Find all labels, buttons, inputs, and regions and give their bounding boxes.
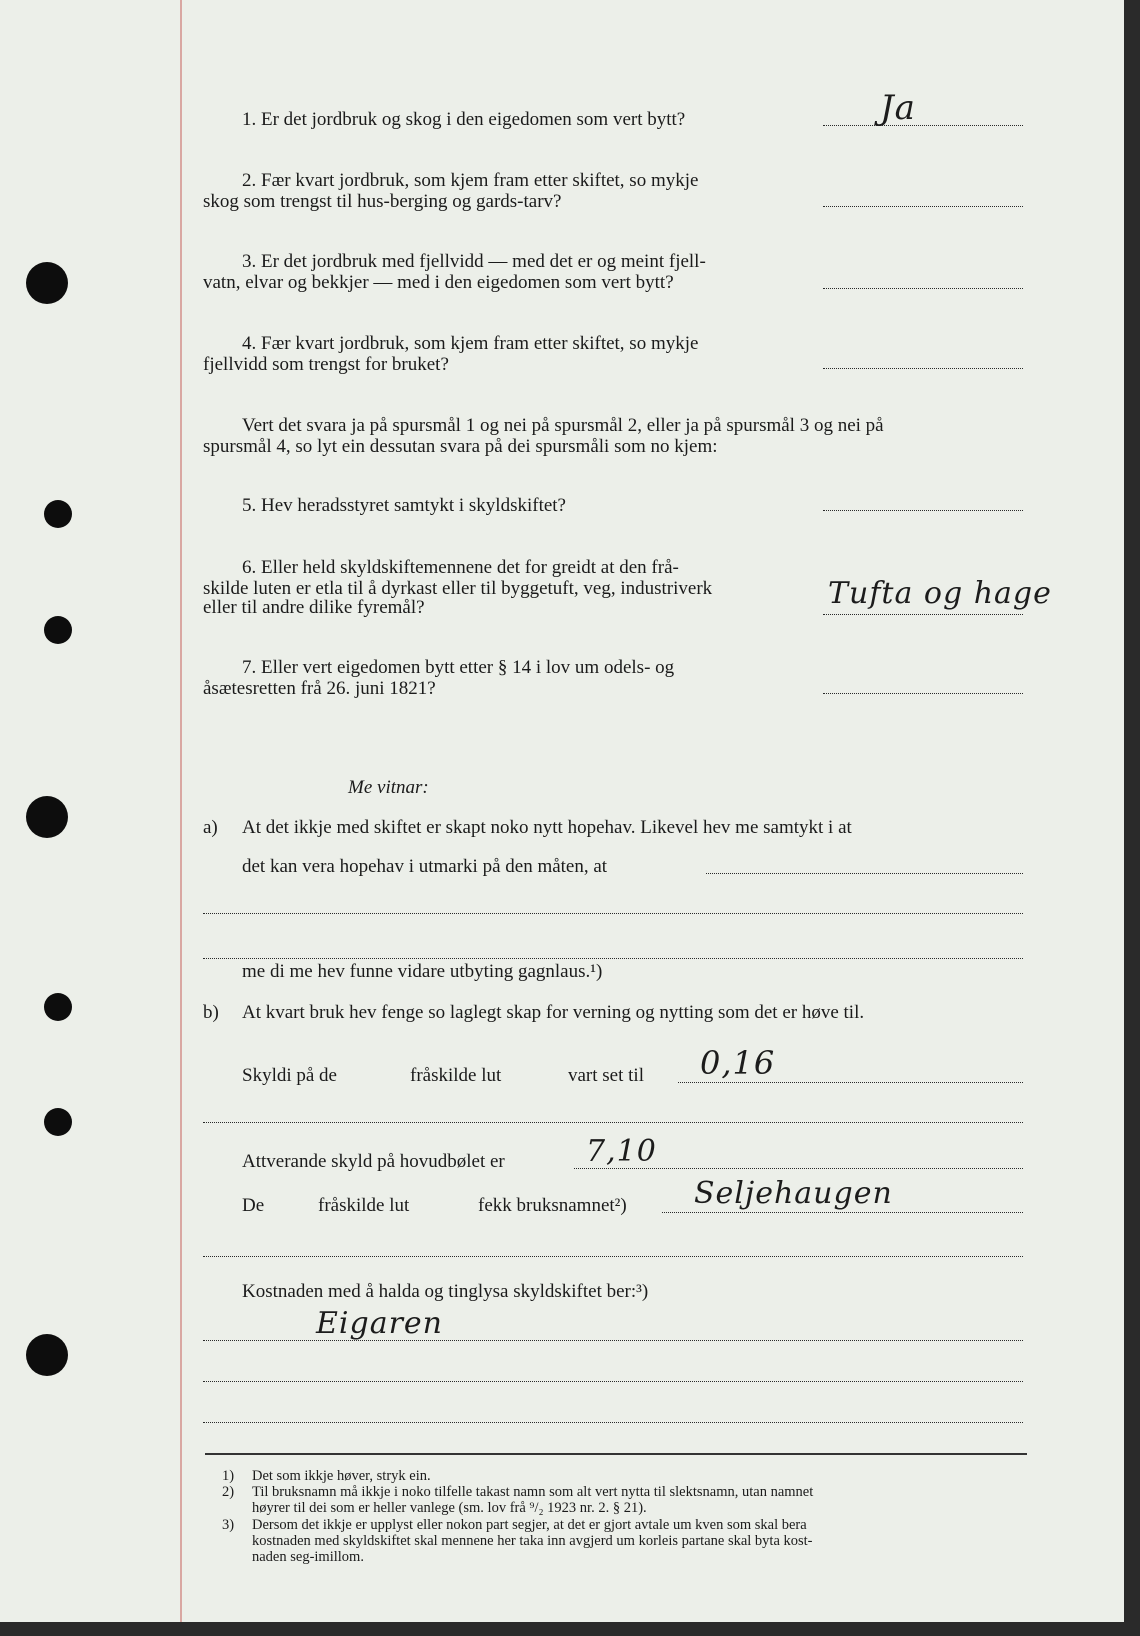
answer-line-4 [823,368,1023,369]
fill-line [203,1122,1023,1123]
punch-hole [44,1108,72,1136]
answer-1-handwritten: Ja [880,88,916,128]
question-2-cont: skog som trengst til hus-berging og gards-tarv? [203,191,562,212]
punch-hole [44,500,72,528]
fill-line [203,1422,1023,1423]
question-6: 6. Eller held skyldskiftemennene det for greidt at den frå- [242,557,679,578]
name-label-1: De [242,1195,265,1216]
punch-hole [26,1334,68,1376]
answer-line-3 [823,288,1023,289]
punch-hole [44,993,72,1021]
punch-hole [26,262,68,304]
skyld-line [678,1082,1023,1083]
item-b-text: At kvart bruk hev fenge so laglegt skap for verning og nytting som det er høve til. [242,1002,865,1023]
footnote-1: Det som ikkje høver, stryk ein. [252,1468,431,1484]
item-a-text: At det ikkje med skiftet er skapt noko nytt hopehav. Likevel hev me samtykt i at [242,817,852,838]
skyld-label-3: vart set til [568,1065,644,1086]
footnote-2: Til bruksnamn må ikkje i noko tilfelle takast namn som alt vert nytta til slektsnamn, utan namnet [252,1484,814,1500]
footnote-number: 2) [222,1484,235,1500]
answer-line-2 [823,206,1023,207]
question-3-cont: vatn, elvar og bekkjer — med i den eigedomen som vert bytt? [203,272,674,293]
attverande-value-handwritten: 7,10 [586,1134,657,1169]
item-a-text-end: me di me hev funne vidare utbyting gagnlaus.¹) [242,961,603,982]
question-6-cont: skilde luten er etla til å dyrkast eller til byggetuft, veg, industriverk [203,578,713,599]
skyld-value-handwritten: 0,16 [700,1044,776,1082]
attverande-label: Attverande skyld på hovudbølet er [242,1151,505,1172]
footnote-number: 3) [222,1517,235,1533]
question-4-cont: fjellvidd som trengst for bruket? [203,354,449,375]
skyld-label-2: fråskilde lut [410,1065,502,1086]
footnote-3: Dersom det ikkje er upplyst eller nokon part segjer, at det er gjort avtale um kven som skal bera [252,1517,807,1533]
question-7: 7. Eller vert eigedomen bytt etter § 14 i lov um odels- og [242,657,675,678]
witness-heading: Me vitnar: [348,777,429,798]
answer-line-5 [823,510,1023,511]
name-line [662,1212,1023,1213]
question-7-cont: åsætesretten frå 26. juni 1821? [203,678,436,699]
item-a-marker: a) [203,817,218,838]
answer-line-6 [823,614,1023,615]
instruction-text-cont: spursmål 4, so lyt ein dessutan svara på dei spursmåli som no kjem: [203,436,718,457]
kostnad-label: Kostnaden med å halda og tinglysa skyldskiftet ber:³) [242,1281,649,1302]
punch-hole [26,796,68,838]
name-value-handwritten: Seljehaugen [694,1176,893,1211]
question-5: 5. Hev heradsstyret samtykt i skyldskiftet? [242,495,566,516]
question-4: 4. Fær kvart jordbruk, som kjem fram etter skiftet, so mykje [242,333,699,354]
footnote-2-cont: høyrer til dei som er heller vanlege (sm. lov frå ⁹/₂ 1923 nr. 2. § 21). [252,1500,647,1516]
instruction-text: Vert det svara ja på spursmål 1 og nei på spursmål 2, eller ja på spursmål 3 og nei på [242,415,884,436]
skyld-label-1: Skyldi på de [242,1065,337,1086]
question-6-cont2: eller til andre dilike fyremål? [203,597,425,618]
name-label-2: fråskilde lut [318,1195,410,1216]
fill-line [203,913,1023,914]
footnote-number: 1) [222,1468,235,1484]
item-a-text-cont: det kan vera hopehav i utmarki på den måten, at [242,856,608,877]
fill-line [203,1381,1023,1382]
answer-6-handwritten: Tufta og hage [828,576,1052,611]
question-3: 3. Er det jordbruk med fjellvidd — med det er og meint fjell- [242,251,706,272]
punch-hole [44,616,72,644]
footnote-3-cont2: naden seg-imillom. [252,1549,364,1565]
question-2: 2. Fær kvart jordbruk, som kjem fram etter skiftet, so mykje [242,170,699,191]
footnote-3-cont: kostnaden med skyldskiftet skal mennene her taka inn avgjerd um korleis partane skal byta kost- [252,1533,813,1549]
item-b-marker: b) [203,1002,219,1023]
fill-line [706,873,1023,874]
question-1: 1. Er det jordbruk og skog i den eigedomen som vert bytt? [242,109,686,130]
answer-line-7 [823,693,1023,694]
answer-line-1 [823,125,1023,126]
fill-line [203,958,1023,959]
footnote-separator [205,1453,1027,1455]
margin-line [180,0,182,1622]
fill-line [203,1256,1023,1257]
kostnad-value-handwritten: Eigaren [316,1306,443,1341]
name-label-3: fekk bruksnamnet²) [478,1195,627,1216]
